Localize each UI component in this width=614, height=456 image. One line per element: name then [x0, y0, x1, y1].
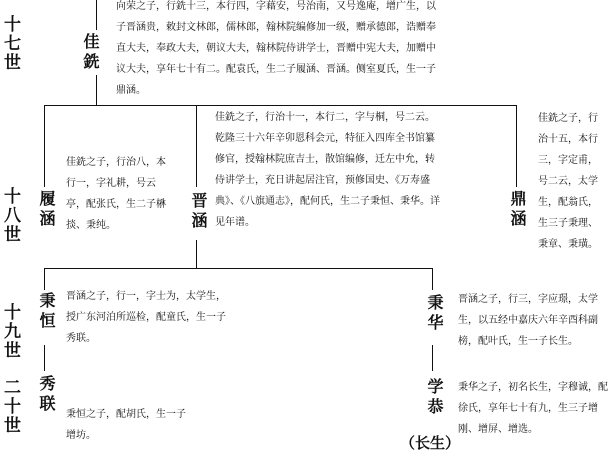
person-name-xiulian: 秀联 [37, 375, 56, 415]
generation-label-17: 十七世 [0, 14, 20, 72]
person-name-jinhan: 晋涵 [189, 192, 208, 232]
connector-19-bar [44, 268, 432, 269]
person-desc-dinghan: 佳銑之子，行治十五，本行三，字定甫，号二云，太学生，配翁氏，生三子秉理、秉章、秉璜。 [538, 113, 598, 250]
generation-label-18: 十八世 [0, 186, 20, 244]
person-name-bingheng: 秉恒 [37, 292, 56, 332]
person-note-xuegong: （长生） [400, 434, 461, 452]
connector-lvhan [44, 105, 45, 187]
connector-dinghan [516, 105, 517, 187]
person-desc-lvhan: 佳銑之子，行治八，本行一，字礼耕，号云亭，配张氏，生二子楙掞、秉纯。 [66, 157, 166, 231]
generation-label-20: 二十世 [0, 377, 20, 435]
connector-jinhan-down [196, 240, 197, 268]
person-desc-jiashen: 向荣之子，行銑十三，本行四，字藉安，号治南，又号逸庵，增广生，以子晋涵贵，敕封文林郎，儒林郎，翰林院编修加一级，赠承德郎，诰赠奉直大夫，奉政大夫，朝议大夫，翰林院侍讲学士，晋赠中宪大夫，加赠中议大夫，享年七十有二。配袁氏，生二子履涵、晋涵。侧室夏氏，生一子鼎涵。 [116, 1, 436, 96]
connector-binghua-down [432, 345, 433, 371]
person-desc-xuegong: 秉华之子，初名长生，字穆诚，配徐氏，享年七十有九，生三子增刚、增屏、增选。 [458, 382, 608, 435]
connector-17-top [96, 0, 97, 30]
person-desc-xiulian: 秉恒之子，配胡氏，生一子增坊。 [66, 409, 186, 441]
connector-binghua [432, 268, 433, 290]
generation-label-19: 十九世 [0, 302, 20, 360]
person-name-dinghan: 鼎涵 [508, 190, 527, 230]
person-desc-jinhan: 佳銑之子，行治十一，本行二，字与桐，号二云。乾隆三十六年辛卯恩科会元，特征入四库全书馆纂修官，授翰林院庶吉士，散馆编修，迁左中允，转侍讲学士，充日讲起居注官，预修国史、《万寿盛典》、《八旗通志》，配何氏，生二子秉恒、秉华。详见年谱。 [215, 112, 440, 228]
person-name-lvhan: 履涵 [37, 190, 56, 230]
person-name-binghua: 秉华 [425, 294, 444, 334]
connector-18-bar [44, 105, 516, 106]
connector-bingheng [44, 268, 45, 290]
person-name-xuegong: 学恭 [425, 378, 444, 418]
connector-17-bottom [96, 75, 97, 105]
person-name-jiashen: 佳銑 [81, 33, 100, 73]
connector-jinhan [196, 105, 197, 187]
person-desc-binghua: 晋涵之子，行三，字应璟，太学生，以五经中嘉庆六年辛酉科副榜，配叶氏，生一子长生。 [458, 294, 598, 347]
person-desc-bingheng: 晋涵之子，行一，字士为，太学生，授广东河泊所巡检，配童氏，生一子秀联。 [66, 291, 226, 344]
connector-bingheng-down [44, 345, 45, 371]
